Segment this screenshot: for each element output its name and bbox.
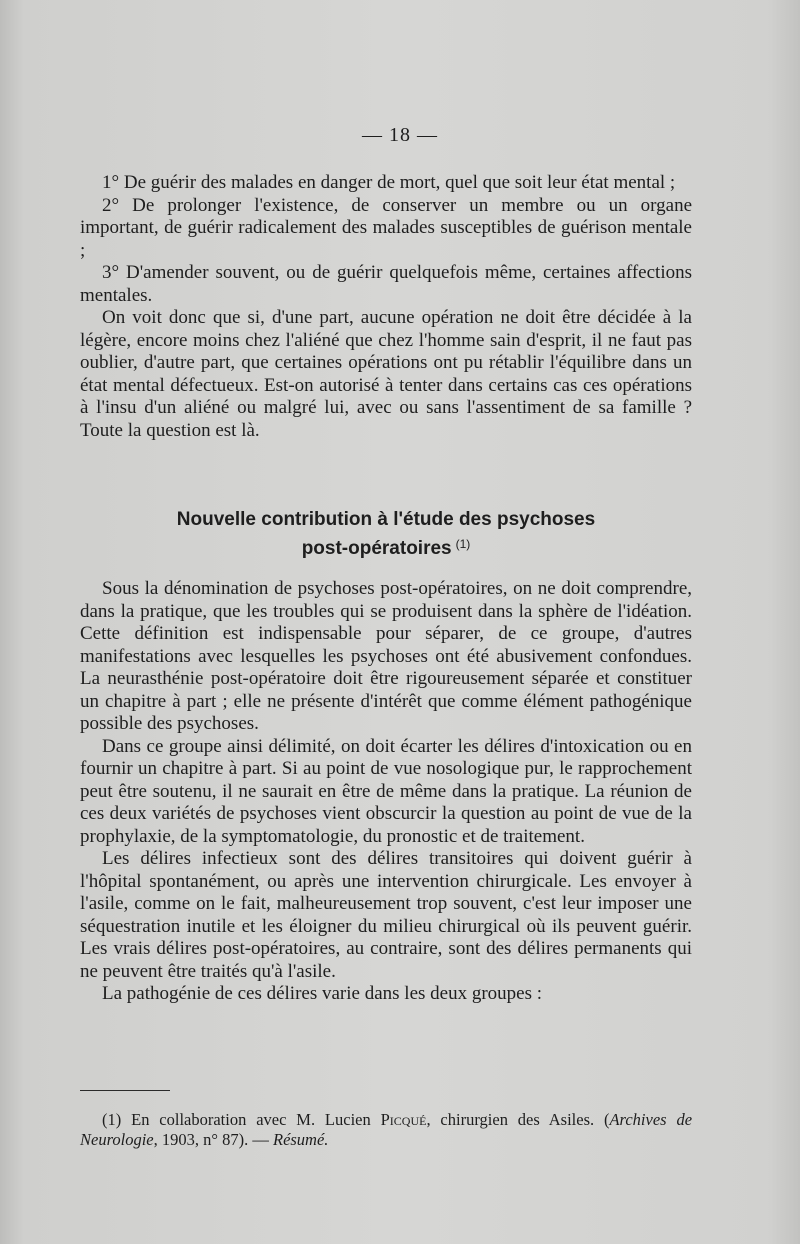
paragraph: 2° De prolonger l'existence, de conserver un membre ou un organe important, de guérir radicalement des malades susceptibles de guérison mentale ;: [80, 194, 692, 261]
footnote: [80, 1110, 692, 1150]
footnote-summary-label: Résumé.: [272, 1130, 329, 1149]
paragraph: Les délires infectieux sont des délires transitoires qui doivent guérir à l'hôpital spontanément, ou après une intervention chirurgicale. Les envoyer à l'asile, comme on le fait, malheureusement trop souvent, c'est leur imposer une séquestration inutile et les éloigner du milieu chirurgical où ils peuvent guérir. Les vrais délires post-opératoires, au contraire, sont des délires permanents qui ne peuvent être traités qu'à l'asile.: [80, 848, 692, 982]
footnote-reference: (1): [455, 537, 471, 551]
paragraph: Dans ce groupe ainsi délimité, on doit écarter les délires d'intoxication ou en fournir un chapitre à part. Si au point de vue nosologique pur, le rapprochement peut être soutenu, il ne saurait en être de même dans la pratique. La réunion de ces deux variétés de psychoses vient obscurcir la question au point de vue de la prophylaxie, de la symptomatologie, du pronostic et de traitement.: [80, 735, 692, 847]
intro-text: [80, 172, 692, 442]
page-number: — 18 —: [362, 124, 438, 146]
paragraph: Sous la dénomination de psychoses post-opératoires, on ne doit comprendre, dans la pratique, que les troubles qui se produisent dans la sphère de l'idéation. Cette définition est indispensable pour séparer, de ce groupe, d'autres manifestations avec lesquelles les psychoses ont été abusivement confondues. La neurasthénie post-opératoire doit être rigoureusement séparée et constituer un chapitre à part ; elle ne présente d'intérêt que comme élément pathogénique possible des psychoses.: [80, 578, 692, 734]
section-heading: [80, 508, 692, 561]
paragraph: On voit donc que si, d'une part, aucune opération ne doit être décidée à la légère, encore moins chez l'aliéné que chez l'homme sain d'esprit, il ne faut pas oublier, d'autre part, que certaines opérations ont pu rétablir l'équilibre dans un état mental défectueux. Est-on autorisé à tenter dans certains cas ces opérations à l'insu d'un aliéné ou malgré lui, avec ou sans l'assentiment de sa famille ? Toute la question est là.: [80, 307, 692, 441]
paragraph: La pathogénie de ces délires varie dans les deux groupes :: [102, 983, 543, 1004]
footnote-journal: Archives de Neurologie: [80, 1110, 693, 1149]
footnote-text: En collaboration avec M. Lucien: [131, 1110, 371, 1129]
paragraph: 1° De guérir des malades en danger de mort, quel que soit leur état mental ;: [102, 172, 676, 193]
footnote-marker: (1): [102, 1110, 122, 1129]
paragraph: 3° D'amender souvent, ou de guérir quelquefois même, certaines affections mentales.: [80, 262, 692, 306]
section-title-text: post-opératoires: [301, 538, 452, 559]
footnote-author: Picqué: [380, 1110, 427, 1129]
footnote-text: , 1903, n° 87). —: [153, 1130, 269, 1149]
section-title-line-2: [80, 532, 692, 561]
section-title-line-1: Nouvelle contribution à l'étude des psychoses: [176, 509, 596, 530]
body-text: [80, 578, 692, 1006]
footnote-text: , chirurgien des Asiles. (: [426, 1110, 610, 1129]
footnote-divider: [80, 1090, 170, 1091]
